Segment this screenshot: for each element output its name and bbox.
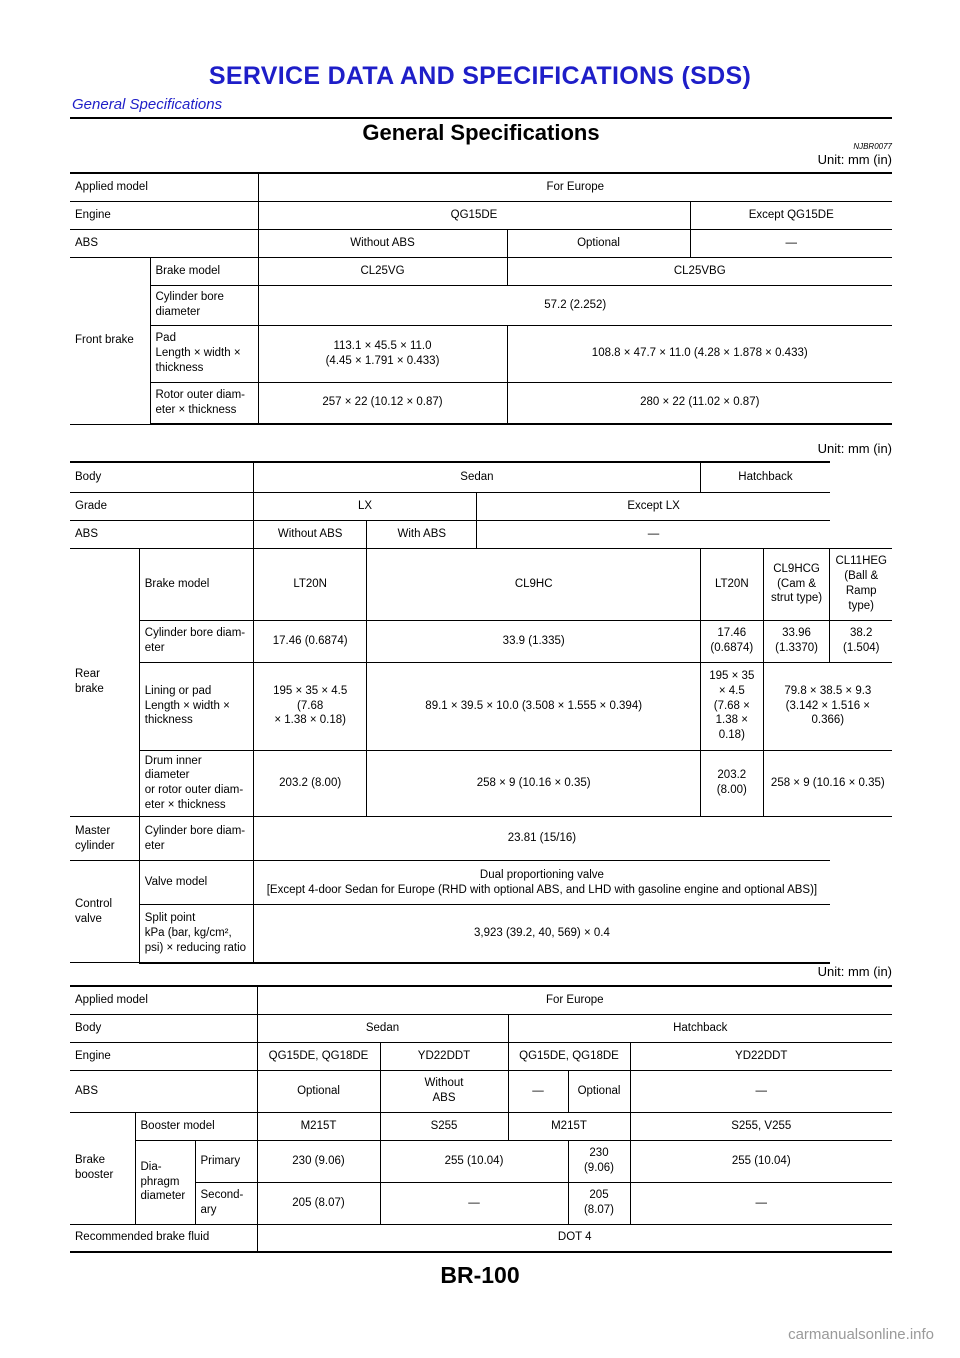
cell: 57.2 (2.252) [258, 285, 892, 325]
cell [70, 861, 139, 963]
table-row [70, 1014, 892, 1042]
cell: Engine [70, 201, 258, 229]
doc-id: NJBR0077 [853, 142, 892, 151]
cell: 3,923 (39.2, 40, 569) × 0.4 [253, 905, 830, 963]
cell: Optional [257, 1070, 380, 1112]
cell: CL25VBG [507, 257, 892, 285]
cell: Engine [70, 1042, 257, 1070]
cell [253, 861, 830, 905]
cell-line: eter × thickness [144, 799, 226, 812]
cell-line: CL11HEG [835, 555, 887, 568]
cell-line: Split point [144, 912, 196, 925]
cell-line: CL9HCG [773, 562, 820, 575]
cell: For Europe [257, 986, 892, 1014]
cell-line: (4.45 × 1.791 × 0.433) [325, 354, 440, 367]
cell-line: Pad [155, 332, 176, 345]
cell-line: (Ball & [844, 570, 879, 583]
cell: YD22DDT [380, 1042, 508, 1070]
cell-line: 79.8 × 38.5 × 9.3 [784, 684, 872, 697]
table-row [70, 662, 892, 750]
cell: — [690, 229, 892, 257]
cell: Sedan [257, 1014, 508, 1042]
cell-line: Control [75, 897, 113, 910]
cell-line: phragm [140, 1175, 180, 1188]
table-row [70, 201, 892, 229]
cell-line: Ramp [845, 585, 877, 597]
cell: QG15DE [258, 201, 690, 229]
cell-line: 205 [589, 1189, 609, 1202]
cell-line: Master [75, 824, 111, 837]
cell-line: (3.142 × 1.516 × [785, 699, 871, 712]
cell: Without ABS [253, 520, 367, 548]
table-row [70, 1042, 892, 1070]
cell: Applied model [70, 173, 258, 201]
cell-line: psi) × reducing ratio [144, 941, 247, 954]
brake-booster-table [70, 985, 892, 1253]
cell: CL9HC [367, 548, 701, 620]
cell-line: [Except 4-door Sedan for Europe (RHD with optional ABS, and LHD with gasoline engine and optional ABS)] [266, 883, 818, 896]
cell: ABS [70, 1070, 257, 1112]
cell [568, 1140, 630, 1182]
cell-line: 33.96 [782, 627, 811, 640]
cell: ABS [70, 520, 253, 548]
table-row [70, 1224, 892, 1252]
cell [253, 662, 367, 750]
table-row [70, 1112, 892, 1140]
cell [135, 1140, 195, 1224]
cell-line: ary [200, 1204, 217, 1216]
table-row [70, 492, 892, 520]
cell-line: Length × width × [144, 699, 230, 712]
unit-label: Unit: mm (in) [817, 964, 892, 979]
cell: Hatchback [508, 1014, 892, 1042]
cell-line: 113.1 × 45.5 × 11.0 [333, 339, 432, 352]
cell-line: 230 [589, 1147, 609, 1160]
cell-line: ABS [432, 1092, 456, 1104]
cell [700, 662, 763, 750]
cell [568, 1182, 630, 1224]
cell [150, 325, 258, 382]
cell: Without ABS [258, 229, 507, 257]
section-title: General Specifications [362, 120, 600, 145]
cell: 255 (10.04) [630, 1140, 892, 1182]
cell [380, 1070, 508, 1112]
cell-line: 38.2 [850, 627, 873, 640]
cell: Booster model [135, 1112, 257, 1140]
cell: 203.2 (8.00) [253, 750, 367, 817]
rear-brake-table [70, 461, 892, 964]
cell [700, 750, 763, 817]
front-brake-table [70, 172, 892, 425]
cell-line: 17.46 [717, 627, 747, 640]
cell [763, 548, 830, 620]
cell-line: strut type) [770, 592, 823, 605]
table-row [70, 1070, 892, 1112]
cell-line: diameter [140, 1190, 186, 1203]
cell: S255 [380, 1112, 508, 1140]
cell-line: (8.00) [716, 784, 747, 797]
cell-line: Brake [75, 1154, 106, 1167]
cell: 280 × 22 (11.02 × 0.87) [507, 382, 892, 424]
cell: Cylinder bore diam- eter [139, 817, 253, 861]
cell [139, 905, 253, 963]
header-rule [70, 117, 892, 119]
table-row [70, 229, 892, 257]
table-row [70, 325, 892, 382]
table-row [70, 257, 892, 285]
cell-line: (8.07) [583, 1204, 615, 1216]
cell [139, 750, 253, 817]
table-row [70, 382, 892, 424]
table-row [70, 861, 892, 905]
cell: Grade [70, 492, 253, 520]
cell-line: (1.504) [843, 642, 880, 654]
cell [700, 620, 763, 662]
cell: — [477, 520, 830, 548]
cell: Front brake [70, 257, 150, 424]
cell [763, 662, 892, 750]
cell: YD22DDT [630, 1042, 892, 1070]
cell: — [380, 1182, 568, 1224]
cell: Primary [195, 1140, 257, 1182]
cell [70, 1112, 135, 1224]
cell-line: Rear [75, 668, 100, 681]
cell: Optional [507, 229, 690, 257]
table-row [70, 620, 892, 662]
cell-line: (1.3370) [775, 642, 818, 654]
cell: M215T [257, 1112, 380, 1140]
cell: ABS [70, 229, 258, 257]
cell-line: (Cam & [777, 577, 817, 590]
table-row [70, 520, 892, 548]
table-row [70, 462, 892, 492]
cell-line: Drum inner diameter [144, 754, 202, 782]
cell-line: kPa (bar, kg/cm², [144, 927, 232, 940]
cell [830, 548, 892, 620]
watermark: carmanualsonline.info [788, 1326, 934, 1343]
cell [195, 1182, 257, 1224]
cell: QG15DE, QG18DE [257, 1042, 380, 1070]
cell [830, 620, 892, 662]
header-subtitle: General Specifications [72, 96, 223, 113]
cell [70, 817, 139, 861]
table-row [70, 905, 892, 963]
cell: Sedan [253, 462, 700, 492]
cell: — [508, 1070, 568, 1112]
cell-line: × 1.38 × 0.18) [274, 714, 346, 727]
cell: — [630, 1182, 892, 1224]
cell: 255 (10.04) [380, 1140, 568, 1182]
cell-line: Dual proportioning valve [479, 868, 604, 881]
unit-label: Unit: mm (in) [817, 441, 892, 456]
cell: LX [253, 492, 476, 520]
page-number: BR-100 [440, 1262, 520, 1288]
cell-line: Second- [200, 1189, 244, 1202]
cell: 23.81 (15/16) [253, 817, 830, 861]
cell: 257 × 22 (10.12 × 0.87) [258, 382, 507, 424]
cell [70, 548, 139, 817]
cell: Body [70, 1014, 257, 1042]
cell: 108.8 × 47.7 × 11.0 (4.28 × 1.878 × 0.433) [507, 325, 892, 382]
cell: Except QG15DE [690, 201, 892, 229]
cell: With ABS [367, 520, 477, 548]
cell: Except LX [477, 492, 830, 520]
cell-line: brake [75, 683, 104, 696]
cell-line: 203.2 [717, 769, 747, 782]
cell-line: 195 × 35 [709, 669, 755, 682]
cell [258, 325, 507, 382]
cell-line: valve [75, 912, 102, 925]
table-row [70, 817, 892, 861]
cell: Applied model [70, 986, 257, 1014]
cell: 89.1 × 39.5 × 10.0 (3.508 × 1.555 × 0.394) [367, 662, 701, 750]
table-row [70, 986, 892, 1014]
cell [139, 662, 253, 750]
cell: Cylinder bore diameter [150, 285, 258, 325]
cell: — [630, 1070, 892, 1112]
cell-line: Dia- [140, 1160, 162, 1173]
cell: Body [70, 462, 253, 492]
cell-line: 0.18) [718, 729, 745, 742]
cell: Hatchback [700, 462, 830, 492]
cell-line: 195 × 35 × 4.5 (7.68 [273, 684, 348, 712]
cell-line: booster [75, 1169, 114, 1181]
cell-line: thickness [144, 714, 193, 727]
cell: M215T [508, 1112, 630, 1140]
cell-line: Without [424, 1077, 464, 1090]
table-row [70, 173, 892, 201]
cell-line: 0.366) [811, 714, 845, 727]
cell: DOT 4 [257, 1224, 892, 1252]
cell: Cylinder bore diam- eter [139, 620, 253, 662]
cell-line: × 4.5 [718, 684, 745, 697]
cell [763, 620, 830, 662]
cell: Rotor outer diam- eter × thickness [150, 382, 258, 424]
cell: QG15DE, QG18DE [508, 1042, 630, 1070]
cell-line: or rotor outer diam- [144, 784, 244, 797]
table-row [70, 750, 892, 817]
unit-label: Unit: mm (in) [817, 152, 892, 167]
cell: S255, V255 [630, 1112, 892, 1140]
cell: 205 (8.07) [257, 1182, 380, 1224]
cell-line: (7.68 × [713, 699, 750, 712]
cell: Valve model [139, 861, 253, 905]
cell-line: (9.06) [583, 1162, 615, 1174]
cell: Optional [568, 1070, 630, 1112]
cell: Recommended brake fluid [70, 1224, 257, 1252]
cell: For Europe [258, 173, 892, 201]
header-title: SERVICE DATA AND SPECIFICATIONS (SDS) [208, 62, 752, 90]
cell: LT20N [253, 548, 367, 620]
cell: Brake model [139, 548, 253, 620]
cell-line: type) [848, 599, 874, 612]
cell: 258 × 9 (10.16 × 0.35) [367, 750, 701, 817]
cell: 258 × 9 (10.16 × 0.35) [763, 750, 892, 817]
cell-line: Lining or pad [144, 684, 212, 697]
cell: 33.9 (1.335) [367, 620, 701, 662]
table-row [70, 285, 892, 325]
cell: CL25VG [258, 257, 507, 285]
table-row [70, 548, 892, 620]
table-row [70, 1140, 892, 1182]
cell: LT20N [700, 548, 763, 620]
cell-line: Length × width × [155, 347, 241, 360]
cell-line: thickness [155, 361, 204, 374]
cell: Brake model [150, 257, 258, 285]
cell-line: 1.38 × [715, 714, 748, 727]
cell-line: cylinder [75, 839, 115, 852]
cell-line: (0.6874) [710, 642, 754, 654]
cell: 17.46 (0.6874) [253, 620, 367, 662]
cell: 230 (9.06) [257, 1140, 380, 1182]
